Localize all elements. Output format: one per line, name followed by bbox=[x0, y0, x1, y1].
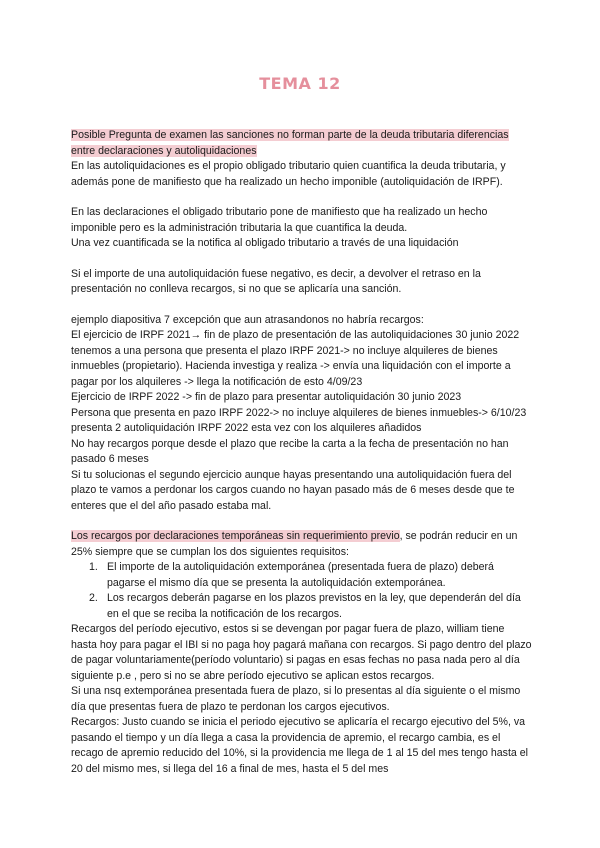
highlighted-question: Posible Pregunta de examen las sanciones no forman parte de la deuda tributaria diferencias entre declaraciones y autoliquidaciones bbox=[71, 129, 509, 157]
paragraph-periodo-ejecutivo: Recargos del período ejecutivo, estos si se devengan por pagar fuera de plazo, william tiene hasta hoy para pagar el IBI si no paga hoy pagará mañana con recargos. Si pago dentro del plazo de pagar voluntariamente(período voluntario) si pagas en esas fechas no pasa nada pero al día siguiente p.e , pero si no se abre período ejecutivo se aplican estos recargos. bbox=[71, 623, 532, 682]
liquidacion-text: Una vez cuantificada se la notifica al obligado tributario a través de una liquidación bbox=[71, 237, 459, 249]
paragraph-example-line: El ejercicio de IRPF 2021→ fin de plazo de presentación de las autoliquidaciones 30 junio 2022 bbox=[71, 329, 520, 341]
paragraph-example-line: No hay recargos porque desde el plazo que recibe la carta a la fecha de presentación no han pasado 6 meses bbox=[71, 437, 509, 465]
paragraph-example-line: Persona que presenta en pazo IRPF 2022-> no incluye alquileres de bienes inmuebles-> 6/10/23 presenta 2 autoliquidación IRPF 2022 esta vez con los alquileres añadidos bbox=[71, 406, 527, 434]
paragraph-example-line: Si tu solucionas el segundo ejercicio aunque hayas presentando una autoliquidación fuera del plazo te vamos a perdonar los cargos cuando no hayan pasado más de 6 meses desde que te enteres que el del año pasado estaba mal. bbox=[71, 468, 515, 512]
paragraph-extemporanea: Si una nsq extemporánea presentada fuera de plazo, si lo presentas al día siguiente o el mismo día que presentas fuera de plazo te perdonan los cargos ejecutivos. bbox=[71, 685, 521, 713]
paragraph-example-line: ejemplo diapositiva 7 excepción que aun atrasandonos no habría recargos: bbox=[71, 313, 424, 326]
page-title: TEMA 12 bbox=[259, 74, 341, 93]
paragraph-declaraciones bbox=[71, 205, 533, 252]
list-text: Los recargos deberán pagarse en los plazos previstos en la ley, que dependerán del día en el que se reciba la notificación de los recargos. bbox=[107, 592, 521, 620]
declaraciones-text: En las declaraciones el obligado tributario pone de manifiesto que ha realizado un hecho imponible pero es la administración tributaria la que cuantifica la deuda. bbox=[71, 206, 488, 234]
paragraph-negative: Si el importe de una autoliquidación fuese negativo, es decir, a devolver el retraso en la presentación no conlleva recargos, si no que se aplicaría una sanción. bbox=[71, 267, 481, 295]
list-number: 2. bbox=[89, 592, 98, 604]
requirements-list bbox=[71, 560, 533, 622]
highlighted-recargos: Los recargos por declaraciones temporáneas sin requerimiento previo bbox=[71, 530, 400, 542]
autoliquidaciones-text: En las autoliquidaciones es el propio obligado tributario quien cuantifica la deuda tributaria, y además pone de manifiesto que ha realizado un hecho imponible (autoliquidación de IRPF). bbox=[71, 160, 506, 188]
document-body bbox=[71, 128, 533, 777]
paragraph-intro bbox=[71, 128, 533, 190]
paragraph-recargos-apremio: Recargos: Justo cuando se inicia el periodo ejecutivo se aplicaría el recargo ejecutivo del 5%, va pasando el tiempo y un día llega a casa la providencia de apremio, el recargo cambia, es el recago de apremio reducido del 10%, si la providencia me llega de 1 al 15 del mes tengo hasta el 20 del mismo mes, si llega del 16 a final de mes, hasta el 5 del mes bbox=[71, 716, 528, 775]
list-number: 1. bbox=[89, 561, 98, 573]
paragraph-recargos-reduction bbox=[71, 529, 533, 560]
paragraph-example-line: Ejercicio de IRPF 2022 -> fin de plazo para presentar autoliquidación 30 junio 2023 bbox=[71, 391, 462, 403]
recargos-reduction-text: , se podrán reducir en un 25% siempre que se cumplan los dos siguientes requisitos: bbox=[71, 530, 518, 558]
paragraph-example-line: tenemos a una persona que presenta el plazo IRPF 2021-> no incluye alquileres de bienes inmuebles (propietario). Hacienda investiga y realiza -> envía una liquidación con el importe a pagar por los alquileres -> llega la notificación de esto 4/09/23 bbox=[71, 344, 511, 388]
list-item bbox=[71, 560, 533, 591]
list-item bbox=[71, 591, 533, 622]
list-text: El importe de la autoliquidación extemporánea (presentada fuera de plazo) deberá pagarse el mismo día que se presenta la autoliquidación extemporánea. bbox=[107, 561, 494, 589]
